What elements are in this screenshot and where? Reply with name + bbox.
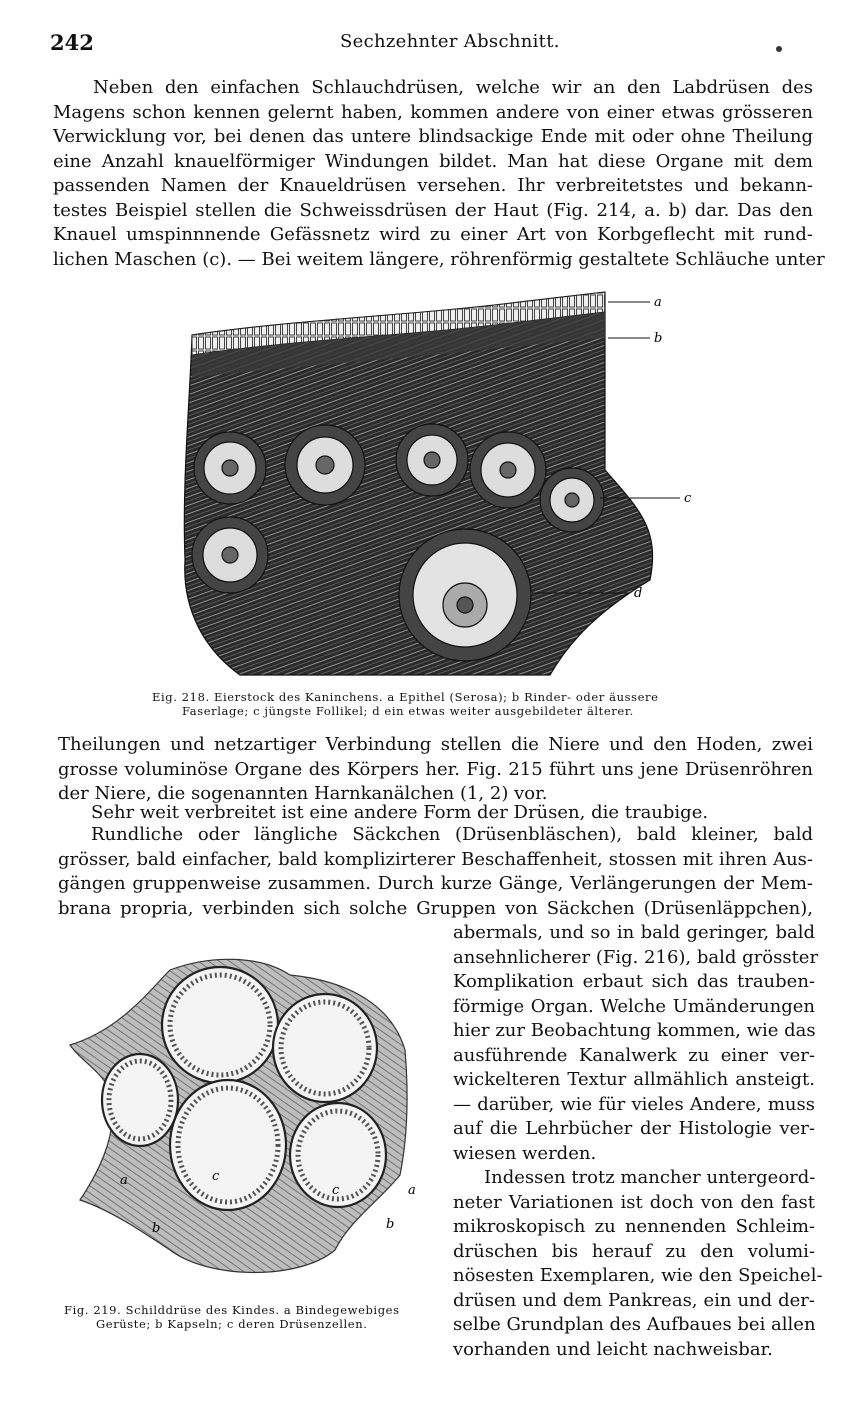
text-line: wickelteren Textur allmählich ansteigt. [453, 1069, 815, 1090]
figure-218-caption [152, 690, 659, 718]
text-line: auf die Lehrbücher der Histologie ver- [453, 1118, 815, 1139]
figure-label-b: b [386, 1217, 395, 1232]
text-line: grösser, bald einfacher, bald komplizirterer Beschaffenheit, stossen mit ihren Aus- [58, 848, 813, 870]
figure-218-ovary-illustration [170, 280, 710, 690]
caption-line: Gerüste; b Kapseln; c deren Drüsenzellen. [96, 1317, 368, 1331]
text-line: passenden Namen der Knaueldrüsen versehen. Ihr verbreitetstes und bekann- [53, 175, 813, 196]
text-line: wiesen werden. [453, 1142, 597, 1164]
caption-line: Faserlage; c jüngste Follikel; d ein etwas weiter ausgebildeter älterer. [182, 704, 634, 718]
text-line: brana propria, verbinden sich solche Gruppen von Säckchen (Drüsenläppchen), [58, 897, 813, 919]
text-line: Komplikation erbaut sich das trauben- [453, 971, 815, 992]
text-line: lichen Maschen (c). — Bei weitem längere, röhrenförmig gestaltete Schläuche unter [53, 248, 825, 270]
text-line: Neben den einfachen Schlauchdrüsen, welche wir an den Labdrüsen des [93, 77, 813, 98]
figure-219-caption [64, 1303, 400, 1331]
text-line: Magens schon kennen gelernt haben, kommen andere von einer etwas grösseren [53, 101, 813, 123]
text-line: hier zur Beobachtung kommen, wie das [453, 1020, 816, 1041]
figure-219-thyroid-illustration [60, 950, 430, 1300]
text-line: ausführende Kanalwerk zu einer ver- [453, 1044, 815, 1066]
text-line: der Niere, die sogenannten Harnkanälchen (1, 2) vor. [58, 783, 548, 804]
text-line: gängen gruppenweise zusammen. Durch kurze Gänge, Verlängerungen der Mem- [58, 873, 813, 894]
figure-label-c: c [684, 491, 692, 506]
caption-line: Eig. 218. Eierstock des Kaninchens. a Epithel (Serosa); b Rinder- oder äussere [152, 690, 659, 704]
text-line: Knauel umspinnnende Gefässnetz wird zu einer Art von Korbgeflecht mit rund- [53, 224, 813, 245]
text-line: förmige Organ. Welche Umänderungen [453, 995, 815, 1017]
text-line: Indessen trotz mancher untergeord- [484, 1167, 816, 1188]
paragraph-saeckchen-continued [453, 921, 819, 1166]
page-number: 242 [50, 30, 94, 55]
text-line: Theilungen und netzartiger Verbindung stellen die Niere und den Hoden, zwei [58, 734, 813, 755]
text-line: testes Beispiel stellen die Schweissdrüsen der Haut (Fig. 214, a. b) dar. Das den [53, 199, 813, 221]
figure-label-b: b [654, 331, 663, 346]
paragraph-niere-hoden [58, 733, 813, 807]
figure-label-d: d [634, 586, 643, 601]
text-line: drüschen bis herauf zu den volumi- [453, 1240, 815, 1262]
paragraph-traubige [91, 801, 813, 826]
text-line: neter Variationen ist doch von den fast [453, 1191, 815, 1213]
text-line: grosse voluminöse Organe des Körpers her. Fig. 215 führt uns jene Drüsenröhren [58, 758, 813, 780]
paragraph-saeckchen [58, 823, 813, 921]
paragraph-grundplan [453, 1166, 823, 1362]
text-line: Sehr weit verbreitet ist eine andere Form der Drüsen, die traubige. [91, 802, 709, 823]
text-line: abermals, und so in bald geringer, bald [453, 922, 815, 943]
text-line: nösesten Exemplaren, wie den Speichel- [453, 1265, 823, 1286]
figure-label-a: a [654, 295, 662, 310]
figure-label-a: a [120, 1173, 128, 1188]
figure-label-a: a [408, 1183, 416, 1198]
running-title: Sechzehnter Abschnitt. [340, 31, 560, 52]
text-line: mikroskopisch zu nennenden Schleim- [453, 1216, 815, 1237]
caption-line: Fig. 219. Schilddrüse des Kindes. a Bindegewebiges [64, 1303, 400, 1317]
text-line: vorhanden und leicht nachweisbar. [453, 1338, 773, 1360]
figure-label-b: b [152, 1221, 161, 1236]
figure-label-c: c [212, 1169, 220, 1184]
text-line: — darüber, wie für vieles Andere, muss [453, 1093, 815, 1115]
text-line: eine Anzahl knauelförmiger Windungen bildet. Man hat diese Organe mit dem [53, 150, 813, 172]
text-line: Verwicklung vor, bei denen das untere blindsackige Ende mit oder ohne Theilung [53, 126, 813, 147]
ink-speck [776, 46, 782, 52]
text-line: drüsen und dem Pankreas, ein und der- [453, 1289, 815, 1311]
text-line: ansehnlicherer (Fig. 216), bald grösster [453, 946, 819, 968]
paragraph-knaueldruesen [53, 76, 825, 272]
figure-label-c: c [332, 1183, 340, 1198]
text-line: Rundliche oder längliche Säckchen (Drüsenbläschen), bald kleiner, bald [91, 824, 813, 845]
text-line: selbe Grundplan des Aufbaues bei allen [453, 1314, 816, 1335]
